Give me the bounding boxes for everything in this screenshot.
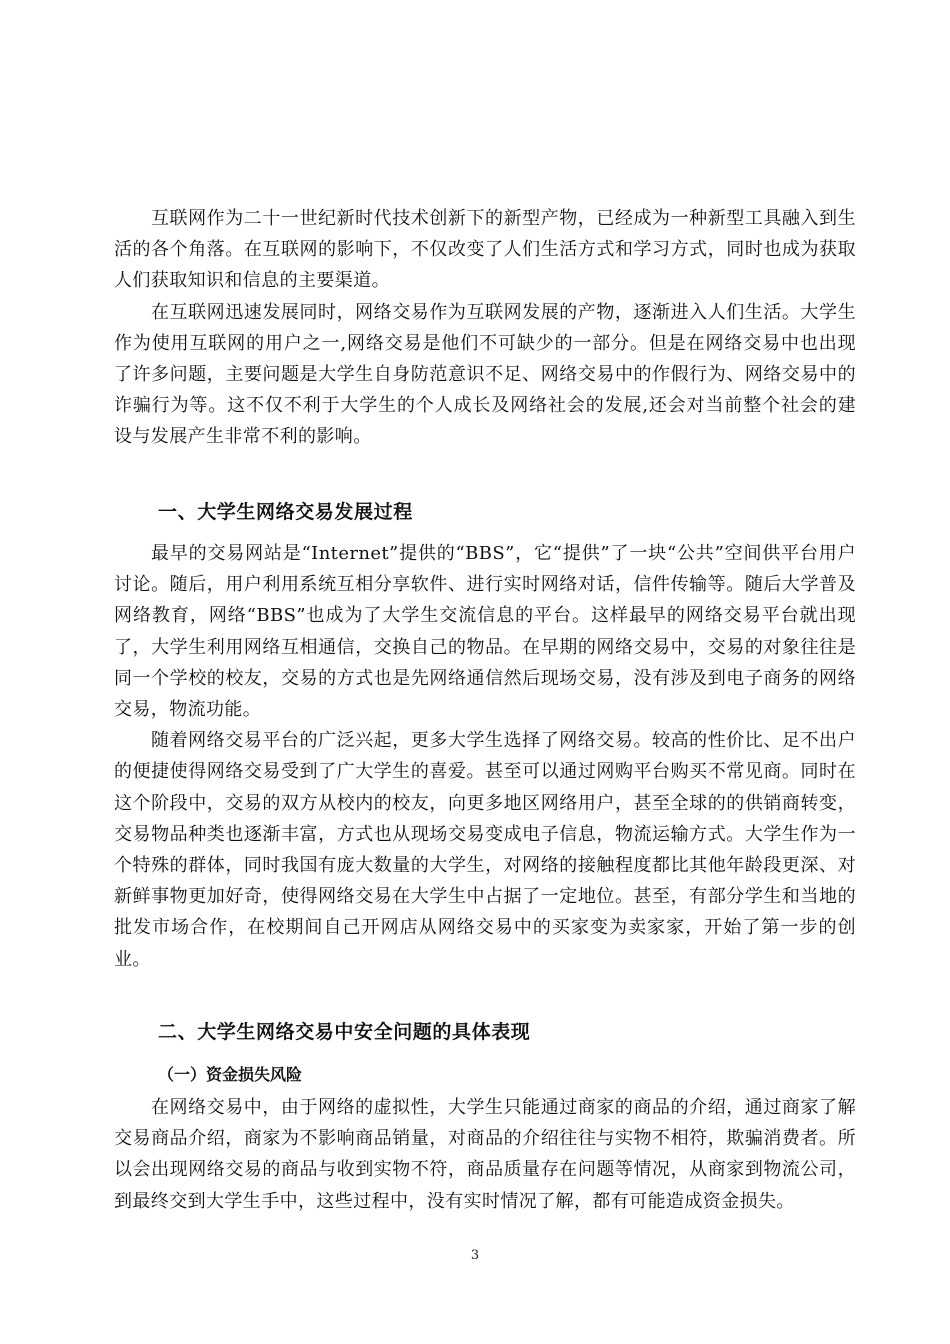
subsection-1-heading: （一）资金损失风险 (158, 1065, 303, 1084)
intro-paragraph-1: 互联网作为二十一世纪新时代技术创新下的新型产物，已经成为一种新型工具融入到生活的各个角落。在互联网的影响下，不仅改变了人们生活方式和学习方式，同时也成为获取人们获取知识和信息的主要渠道。 (114, 208, 856, 292)
intro-paragraph-2: 在互联网迅速发展同时，网络交易作为互联网发展的产物，逐渐进入人们生活。大学生作为使用互联网的用户之一,网络交易是他们不可缺少的一部分。但是在网络交易中也出现了许多问题，主要问题是大学生自身防范意识不足、网络交易中的作假行为、网络交易中的诈骗行为等。这不仅不利于大学生的个人成长及网络社会的发展,还会对当前整个社会的建设与发展产生非常不利的影响。 (114, 301, 856, 448)
section-1-heading: 一、大学生网络交易发展过程 (158, 501, 413, 523)
intro-block (114, 203, 856, 453)
subsection-1-body (114, 1092, 856, 1217)
section-1-body (114, 538, 856, 975)
section-1-paragraph-1: 最早的交易网站是“Internet”提供的“BBS”，它“提供”了一块“公共”空间供平台用户讨论。随后，用户利用系统互相分享软件、进行实时网络对话，信件传输等。随后大学普及网络教育，网络“BBS”也成为了大学生交流信息的平台。这样最早的网络交易平台就出现了，大学生利用网络互相通信，交换自己的物品。在早期的网络交易中，交易的对象往往是同一个学校的校友，交易的方式也是先网络通信然后现场交易，没有涉及到电子商务的网络交易，物流功能。 (114, 543, 856, 721)
section-1-paragraph-2: 随着网络交易平台的广泛兴起，更多大学生选择了网络交易。较高的性价比、足不出户的便捷使得网络交易受到了广大学生的喜爱。甚至可以通过网购平台购买不常见商。同时在这个阶段中，交易的双方从校内的校友，向更多地区网络用户，甚至全球的的供销商转变，交易物品种类也逐渐丰富，方式也从现场交易变成电子信息，物流运输方式。大学生作为一个特殊的群体，同时我国有庞大数量的大学生，对网络的接触程度都比其他年龄段更深、对新鲜事物更加好奇，使得网络交易在大学生中占据了一定地位。甚至，有部分学生和当地的批发市场合作，在校期间自己开网店从网络交易中的买家变为卖家家，开始了第一步的创业。 (114, 730, 856, 970)
subsection-1-paragraph-1: 在网络交易中，由于网络的虚拟性，大学生只能通过商家的商品的介绍，通过商家了解交易商品介绍，商家为不影响商品销量，对商品的介绍往往与实物不相符，欺骗消费者。所以会出现网络交易的商品与收到实物不符，商品质量存在问题等情况，从商家到物流公司，到最终交到大学生手中，这些过程中，没有实时情况了解，都有可能造成资金损失。 (114, 1097, 856, 1212)
section-2-heading: 二、大学生网络交易中安全问题的具体表现 (158, 1021, 531, 1043)
page-number: 3 (470, 1248, 480, 1263)
